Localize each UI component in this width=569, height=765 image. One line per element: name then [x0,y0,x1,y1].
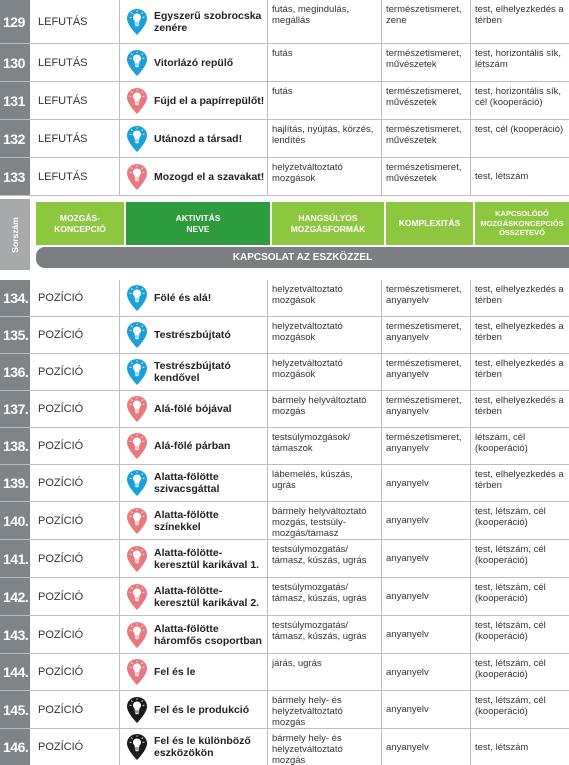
pink-lightbulb-pin-icon [126,545,148,573]
row-number-text: 130 [3,54,25,71]
row-complexity [382,120,471,157]
table-row [0,691,569,729]
row-number-text: 134. [3,290,29,306]
row-activity [120,578,268,615]
row-forms-text: futás [272,86,293,97]
row-complexity-text: anyanyelv [386,741,429,753]
blue-lightbulb-pin-icon [126,469,148,497]
row-forms [268,280,382,316]
table-row [0,391,569,428]
row-related-text: test, elhelyezkedés a térben [475,395,564,417]
row-forms-text: helyzetváltoztató mozgások [272,321,343,343]
pink-lightbulb-pin-icon [126,621,148,649]
table-row [0,578,569,616]
row-related [471,428,569,464]
row-complexity [382,0,471,43]
row-complexity-text: természetismeret, anyanyelv [386,432,462,454]
blue-lightbulb-pin-icon [126,49,148,77]
row-complexity [382,158,471,195]
row-related-text: test, elhelyezkedés a térben [475,469,564,491]
row-activity [120,44,268,81]
row-activity [120,0,268,43]
row-related [471,158,569,195]
row-forms [268,729,382,765]
row-related-text: test, létszám, cél (kooperáció) [475,506,546,528]
row-complexity [382,317,471,353]
header-concept [36,202,124,245]
row-related-text: test, létszám [475,171,529,182]
row-related-text: test, létszám, cél (kooperáció) [475,582,546,604]
row-activity [120,540,268,577]
row-forms-text: bármely helyváltoztató mozgás [272,395,367,417]
row-concept-text: POZÍCIÓ [38,628,84,641]
row-related [471,280,569,316]
row-concept-text: POZÍCIÓ [38,552,84,565]
row-complexity-text: természetismeret, anyanyelv [386,321,462,343]
row-forms [268,317,382,353]
row-related [471,729,569,765]
row-number [0,354,30,390]
row-related-text: test, létszám, cél (kooperáció) [475,544,546,566]
row-complexity-text: természetismeret, művészetek [386,162,462,184]
row-complexity-text: természetismeret, művészetek [386,124,462,146]
row-activity [120,158,268,195]
row-number [0,729,30,765]
row-activity [120,391,268,427]
activity-name: Testrészbújtató kendővel [154,360,231,384]
row-concept [30,540,120,577]
row-number [0,578,30,615]
black-lightbulb-pin-icon [126,696,148,724]
row-forms [268,428,382,464]
row-complexity-text: természetismeret, anyanyelv [386,358,462,380]
blue-lightbulb-pin-icon [126,284,148,312]
row-forms-text: hajlítás, nyújtás, körzés, lendítés [272,124,374,146]
row-concept-text: LEFUTÁS [38,56,88,69]
row-concept-text: POZÍCIÓ [38,741,84,753]
row-number-text: 131 [3,92,25,109]
row-concept [30,654,120,690]
row-forms [268,120,382,157]
row-number-text: 133 [3,168,25,185]
table-row [0,82,569,120]
row-concept [30,502,120,539]
row-activity [120,120,268,157]
row-concept [30,578,120,615]
activity-name: Fújd el a papírrepülőt! [154,94,265,107]
row-concept-text: POZÍCIÓ [38,403,84,415]
blue-lightbulb-pin-icon [126,358,148,386]
blue-lightbulb-pin-icon [126,321,148,349]
row-complexity [382,691,471,728]
row-activity [120,82,268,119]
row-concept-text: POZÍCIÓ [38,514,84,527]
row-number [0,654,30,690]
row-complexity [382,540,471,577]
row-forms [268,578,382,615]
activity-name: Fel és le különböző eszközökön [154,735,251,759]
row-number-text: 140. [3,512,29,529]
row-related-text: test, horizontális sík, létszám [475,48,562,70]
row-forms [268,158,382,195]
header-related [475,202,569,245]
row-forms-text: bármely hely- és helyzetváltoztató mozgás [272,695,343,728]
table-row [0,616,569,654]
row-complexity [382,465,471,501]
row-complexity-text: természetismeret, művészetek [386,86,462,108]
row-complexity-text: anyanyelv [386,666,429,678]
row-complexity [382,82,471,119]
row-forms-text: futás, megindulás, megállás [272,4,350,26]
row-number [0,280,30,316]
row-concept [30,354,120,390]
row-concept-text: POZÍCIÓ [38,366,84,378]
row-concept [30,616,120,653]
activity-name: Alá-fölé bójával [154,403,232,415]
row-complexity [382,44,471,81]
row-related-text: test, létszám [475,741,529,753]
row-concept-text: POZÍCIÓ [38,329,84,341]
row-related-text: test, létszám, cél (kooperáció) [475,658,546,680]
row-related-text: létszám, cél (kooperáció) [475,432,528,454]
row-forms-text: lábemelés, kúszás, ugrás [272,469,353,491]
row-complexity-text: anyanyelv [386,629,429,640]
row-concept-text: POZÍCIÓ [38,440,84,452]
row-related-text: test, létszám, cél (kooperáció) [475,620,546,642]
row-activity [120,354,268,390]
row-related [471,44,569,81]
row-number-text: 132 [3,130,25,147]
row-forms-text: járás, ugrás [272,658,322,669]
row-concept [30,317,120,353]
row-number [0,82,30,119]
row-complexity [382,578,471,615]
row-number [0,0,30,43]
row-concept [30,428,120,464]
table-row [0,317,569,354]
row-complexity [382,354,471,390]
row-number [0,540,30,577]
pink-lightbulb-pin-icon [126,507,148,535]
row-complexity [382,502,471,539]
row-number [0,158,30,195]
table-row [0,654,569,691]
header-activity [126,202,270,245]
blue-lightbulb-pin-icon [126,8,148,36]
row-number [0,502,30,539]
row-related [471,82,569,119]
row-complexity [382,391,471,427]
row-concept [30,82,120,119]
row-number [0,691,30,728]
row-related-text: test, elhelyezkedés a térben [475,4,564,26]
activity-name: Alatta-fölötte-keresztül karikával 2. [154,584,260,609]
row-related [471,691,569,728]
activity-name: Alatta-fölötte háromfős csoportban [154,622,262,647]
row-forms [268,0,382,43]
row-number-text: 144. [3,664,29,680]
row-number-text: 136. [3,364,29,380]
pink-lightbulb-pin-icon [126,395,148,423]
activity-name: Alatta-fölötte-keresztül karikával 1. [154,546,260,571]
row-number-text: 146. [3,739,29,755]
row-related [471,578,569,615]
row-number-text: 135. [3,327,29,343]
row-number-text: 138. [3,438,29,454]
row-number [0,120,30,157]
row-forms-text: helyzetváltoztató mozgások [272,284,343,306]
row-forms [268,354,382,390]
row-concept-text: LEFUTÁS [38,132,88,145]
row-forms [268,616,382,653]
row-forms [268,44,382,81]
row-complexity-text: anyanyelv [386,477,429,489]
row-complexity-text: természetismeret, anyanyelv [386,395,462,417]
row-concept [30,120,120,157]
row-forms [268,391,382,427]
row-complexity [382,729,471,765]
table-row [0,540,569,578]
row-complexity-text: természetismeret, zene [386,4,462,26]
row-complexity-text: természetismeret, művészetek [386,48,462,70]
row-number [0,428,30,464]
row-forms-text: testsúlymozgatás/ támasz, kúszás, ugrás [272,544,367,566]
section-band: KAPCSOLAT AZ ESZKÖZZEL [36,247,569,268]
blue-lightbulb-pin-icon [126,125,148,153]
row-forms-text: testsúlymozgatás/ támasz, kúszás, ugrás [272,620,367,642]
row-concept-text: LEFUTÁS [38,15,88,28]
row-number [0,391,30,427]
header-complexity [386,202,473,245]
row-related-text: test, cél (kooperáció) [475,124,564,135]
row-related [471,317,569,353]
row-concept-text: LEFUTÁS [38,94,88,107]
row-concept [30,0,120,43]
pink-lightbulb-pin-icon [126,432,148,460]
pink-lightbulb-pin-icon [126,583,148,611]
row-number-text: 129 [3,13,25,30]
row-activity [120,691,268,728]
table-row [0,0,569,44]
row-number-text: 141. [3,550,29,567]
row-number-text: 137. [3,401,29,417]
row-related-text: test, létszám, cél (kooperáció) [475,695,546,717]
row-concept [30,691,120,728]
row-concept-text: POZÍCIÓ [38,590,84,603]
table-row [0,158,569,196]
table-row [0,354,569,391]
row-related-text: test, horizontális sík, cél (kooperáció) [475,86,562,108]
row-concept [30,465,120,501]
row-forms [268,502,382,539]
row-complexity-text: természetismeret, anyanyelv [386,284,462,306]
row-forms-text: testsúlymozgatás/ támasz, kúszás, ugrás [272,582,367,604]
row-concept [30,391,120,427]
row-related [471,120,569,157]
header-activity-label: AKTIVITÁS NEVE [175,213,221,234]
row-number-text: 145. [3,701,29,718]
table-row [0,44,569,82]
activity-name: Utánozd a társad! [154,132,243,145]
row-concept-text: LEFUTÁS [38,170,88,183]
row-related-text: test, elhelyezkedés a térben [475,321,564,343]
row-forms [268,540,382,577]
row-number [0,616,30,653]
row-concept [30,44,120,81]
header-forms [272,202,384,245]
row-forms [268,691,382,728]
activity-name: Fölé és alá! [154,292,212,304]
row-number [0,317,30,353]
row-activity [120,465,268,501]
row-number [0,44,30,81]
row-activity [120,317,268,353]
row-concept [30,729,120,765]
row-activity [120,616,268,653]
row-related [471,465,569,501]
activity-name: Mozogd el a szavakat! [154,170,265,183]
row-forms [268,465,382,501]
row-complexity [382,616,471,653]
row-concept [30,158,120,195]
table-row [0,465,569,502]
row-activity [120,654,268,690]
table-row [0,729,569,765]
activity-name: Egyszerű szobrocska zenére [154,9,262,34]
pink-lightbulb-pin-icon [126,163,148,191]
row-number [0,465,30,501]
row-forms-text: bármely helyváltoztató mozgás, testsúly-mozgás/támasz [272,506,367,539]
pink-lightbulb-pin-icon [126,658,148,686]
row-concept [30,280,120,316]
header-side-strip [0,199,30,270]
row-related-text: test, elhelyezkedés a térben [475,358,564,380]
header-complexity-label: KOMPLEXITÁS [398,218,461,229]
row-related [471,391,569,427]
row-related [471,0,569,43]
row-related [471,616,569,653]
row-forms-text: bármely hely- és helyzetváltoztató mozgás [272,733,343,765]
header-forms-label: HANGSÚLYOS MOZGÁSFORMÁK [290,213,366,234]
row-number-text: 139. [3,475,29,491]
row-related [471,540,569,577]
header-serial-label: Sorszám [10,217,20,253]
table-row [0,502,569,540]
header-concept-label: MOZGÁS- KONCEPCIÓ [54,213,106,234]
row-complexity-text: anyanyelv [386,515,429,526]
row-forms-text: helyzetváltoztató mozgások [272,162,343,184]
activity-name: Alá-fölé párban [154,440,231,452]
row-forms [268,82,382,119]
row-concept-text: POZÍCIÓ [38,703,84,716]
row-related-text: test, elhelyezkedés a térben [475,284,564,306]
row-complexity-text: anyanyelv [386,591,429,602]
row-activity [120,280,268,316]
row-related [471,502,569,539]
row-related [471,654,569,690]
header-related-label: KAPCSOLÓDÓ MOZGÁSKONCEPCIÓS ÖSSZETEVŐ [480,209,564,238]
activity-name: Testrészbújtató [154,329,231,341]
row-concept-text: POZÍCIÓ [38,477,84,489]
row-complexity-text: anyanyelv [386,704,429,715]
row-concept-text: POZÍCIÓ [38,666,84,678]
row-related [471,354,569,390]
row-complexity [382,654,471,690]
row-activity [120,428,268,464]
row-number-text: 143. [3,626,29,643]
row-forms-text: helyzetváltoztató mozgások [272,358,343,380]
row-activity [120,502,268,539]
row-complexity-text: anyanyelv [386,553,429,564]
row-forms-text: testsúlymozgások/ támaszok [272,432,351,454]
activity-name: Alatta-fölötte szivacsgáttal [154,471,220,495]
row-forms [268,654,382,690]
row-complexity [382,428,471,464]
pink-lightbulb-pin-icon [126,87,148,115]
table-row [0,120,569,158]
black-lightbulb-pin-icon [126,733,148,761]
activity-name: Fel és le produkció [154,703,250,716]
row-forms-text: futás [272,48,293,59]
activity-name: Fel és le [154,666,196,678]
row-number-text: 142. [3,588,29,605]
table-row [0,280,569,317]
activity-name: Alatta-fölötte színekkel [154,508,219,533]
row-concept-text: POZÍCIÓ [38,292,84,304]
row-complexity [382,280,471,316]
activity-name: Vitorlázó repülő [154,56,234,69]
table-row [0,428,569,465]
row-activity [120,729,268,765]
